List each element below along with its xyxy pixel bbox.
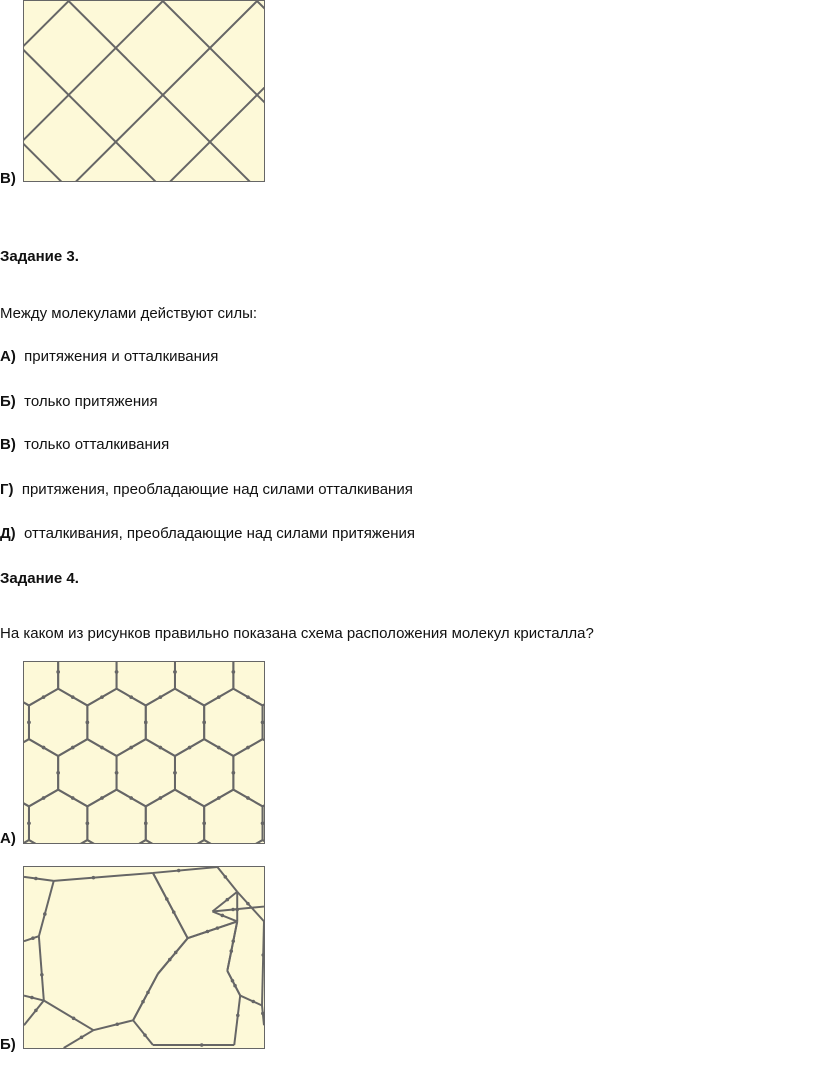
option-text: отталкивания, преобладающие над силами притяжения [24, 525, 416, 542]
lattice-line [263, 790, 264, 807]
lattice-line [234, 996, 240, 1045]
lattice-line [24, 689, 29, 706]
molecule-dot [236, 1014, 240, 1018]
lattice-line [233, 840, 262, 843]
molecule-dot [172, 910, 176, 914]
molecule-dot [226, 898, 230, 902]
molecule-dot [30, 996, 34, 1000]
molecule-dot [173, 670, 177, 674]
option-letter: Д) [0, 525, 16, 542]
lattice-line [29, 840, 58, 843]
molecule-dot [261, 721, 264, 725]
molecule-dot [86, 721, 90, 725]
lattice-line [212, 912, 237, 922]
molecule-dot [71, 695, 75, 699]
option-text: притяжения и отталкивания [24, 348, 219, 365]
lattice-line [263, 689, 264, 706]
molecule-dot [217, 746, 221, 750]
molecule-dot [34, 877, 38, 881]
task3-question: Между молекулами действуют силы: [0, 305, 258, 322]
molecule-dot [246, 902, 250, 906]
molecule-dot [129, 796, 133, 800]
molecule-dot [217, 796, 221, 800]
lattice-line [217, 867, 237, 892]
option-letter: Г) [0, 481, 14, 498]
option-letter: В) [0, 436, 16, 453]
molecule-dot [231, 908, 235, 912]
lattice-line [207, 1, 264, 181]
molecule-dot [144, 721, 148, 725]
molecule-dot [159, 695, 163, 699]
lattice-line [263, 689, 264, 706]
lattice-line [227, 921, 237, 970]
molecule-dot [202, 721, 206, 725]
task3-option-d [0, 525, 415, 542]
lattice-line [175, 840, 204, 843]
molecule-dot [188, 695, 192, 699]
option-letter: Б) [0, 393, 16, 410]
lattice-line [87, 840, 116, 843]
task3-option-b [0, 393, 158, 410]
molecule-dot [27, 821, 31, 825]
molecule-dot [224, 875, 228, 879]
molecule-dot [229, 949, 233, 953]
molecule-dot [261, 821, 264, 825]
molecule-dot [221, 914, 225, 918]
molecule-dot [232, 670, 236, 674]
lattice-line [262, 1005, 264, 1025]
lattice-line [24, 1001, 44, 1026]
figure-v-diamond-lattice [23, 0, 265, 182]
molecule-dot [202, 821, 206, 825]
lattice-line [227, 971, 240, 996]
molecule-dot [42, 746, 46, 750]
lattice-line [64, 1030, 94, 1048]
molecule-dot [71, 746, 75, 750]
molecule-dot [100, 796, 104, 800]
molecule-dot [80, 1036, 84, 1040]
figure-b-irregular-grains [23, 866, 265, 1049]
molecule-dot [143, 1033, 147, 1037]
molecule-dot [100, 695, 104, 699]
lattice-line [24, 877, 54, 881]
molecule-dot [168, 958, 172, 962]
molecule-dot [27, 721, 31, 725]
option-text: только отталкивания [24, 436, 170, 453]
lattice-line [263, 790, 264, 807]
lattice-line [263, 739, 264, 756]
task4-heading: Задание 4. [0, 570, 79, 587]
lattice-line [24, 1, 212, 181]
molecule-dot [159, 796, 163, 800]
molecule-dot [216, 926, 220, 930]
molecule-dot [92, 876, 96, 880]
lattice-line [158, 938, 188, 974]
molecule-dot [43, 912, 47, 916]
molecule-dot [56, 670, 60, 674]
lattice-line [204, 840, 233, 843]
lattice-line [54, 873, 153, 881]
lattice-line [163, 1, 264, 181]
molecule-dot [129, 695, 133, 699]
lattice-line [24, 739, 29, 756]
molecule-dot [159, 746, 163, 750]
molecule-dot [31, 936, 35, 940]
molecule-dot [246, 695, 250, 699]
irregular-grains-drawing [24, 867, 264, 1048]
figure-b-label: Б) [0, 1036, 16, 1053]
molecule-dot [200, 1043, 204, 1047]
lattice-line [93, 1020, 133, 1030]
molecule-dot [188, 746, 192, 750]
figure-a-hexagonal-lattice [23, 661, 265, 844]
molecule-dot [173, 771, 177, 775]
option-text: притяжения, преобладающие над силами отталкивания [21, 481, 413, 498]
molecule-dot [115, 670, 119, 674]
lattice-line [58, 840, 87, 843]
lattice-line [24, 1, 163, 181]
molecule-dot [233, 984, 237, 988]
lattice-line [146, 840, 175, 843]
molecule-dot [71, 796, 75, 800]
figure-v-label: В) [0, 170, 16, 187]
lattice-line [133, 1020, 153, 1045]
molecule-dot [56, 771, 60, 775]
molecule-dot [246, 796, 250, 800]
task3-option-a [0, 348, 218, 365]
molecule-dot [261, 1012, 264, 1016]
lattice-line [133, 974, 158, 1020]
lattice-line [24, 996, 44, 1001]
lattice-line [188, 921, 238, 938]
lattice-line [39, 881, 54, 936]
lattice-line [262, 921, 264, 1005]
task3-option-v [0, 436, 169, 453]
molecule-dot [188, 796, 192, 800]
molecule-dot [115, 1022, 119, 1026]
molecule-dot [72, 1017, 76, 1021]
molecule-dot [261, 953, 264, 957]
molecule-dot [217, 695, 221, 699]
molecule-dot [100, 746, 104, 750]
molecule-dot [246, 746, 250, 750]
lattice-line [263, 739, 264, 756]
molecule-dot [115, 771, 119, 775]
molecule-dot [144, 821, 148, 825]
lattice-line [240, 996, 262, 1006]
lattice-line [153, 873, 188, 938]
option-text: только притяжения [24, 393, 158, 410]
task3-option-g [0, 481, 413, 498]
option-letter: А) [0, 348, 16, 365]
molecule-dot [177, 869, 181, 873]
molecule-dot [141, 1000, 145, 1004]
molecule-dot [42, 695, 46, 699]
lattice-line [24, 1, 69, 181]
molecule-dot [86, 821, 90, 825]
lattice-line [44, 1001, 94, 1031]
molecule-dot [34, 1009, 38, 1013]
molecule-dot [252, 1000, 256, 1004]
lattice-line [117, 840, 146, 843]
hexagonal-lattice-drawing [24, 662, 264, 843]
task4-question: На каком из рисунков правильно показана схема расположения молекул кристалла? [0, 625, 594, 642]
molecule-dot [40, 973, 44, 977]
lattice-line [24, 790, 29, 807]
molecule-dot [129, 746, 133, 750]
figure-a-label: А) [0, 830, 16, 847]
molecule-dot [232, 771, 236, 775]
diamond-lattice-drawing [24, 1, 264, 181]
lattice-line [39, 936, 44, 1000]
molecule-dot [42, 796, 46, 800]
task3-heading: Задание 3. [0, 248, 79, 265]
lattice-line [153, 867, 217, 873]
lattice-line [24, 840, 29, 843]
